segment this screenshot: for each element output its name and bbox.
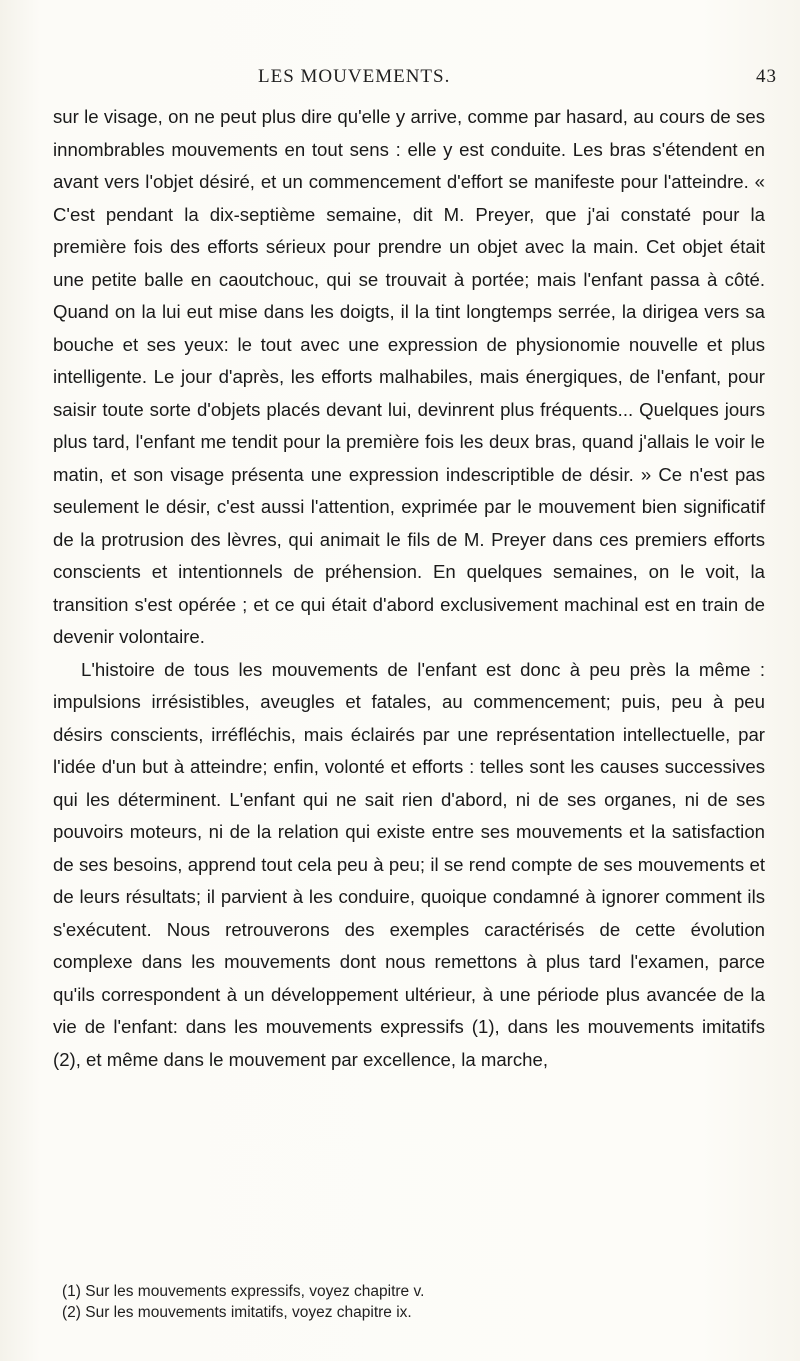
footnote: (1) Sur les mouvements expressifs, voyez chapitre v.: [62, 1283, 425, 1300]
paragraph: L'histoire de tous les mouvements de l'enfant est donc à peu près la même : impulsions irrésistibles, aveugles et fatales, au commencement; puis, peu à peu désirs conscients, irréfléchis, mais éclairés par une représentation intellectuelle, par l'idée d'un but à atteindre; enfin, volonté et efforts : telles sont les causes successives qui les déterminent. L'enfant qui ne sait rien d'abord, ni de ses organes, ni de ses pouvoirs moteurs, ni de la relation qui existe entre ses mouvements et la satisfaction de ses besoins, apprend tout cela peu à peu; il se rend compte de ses mouvements et de leurs résultats; il parvient à les conduire, quoique condamné à ignorer comment ils s'exécutent. Nous retrouverons des exemples caractérisés de cette évolution complexe dans les mouvements dont nous remettons à plus tard l'examen, parce qu'ils correspondent à un développement ultérieur, à une période plus avancée de la vie de l'enfant: dans les mouvements expressifs (1), dans les mouvements imitatifs (2), et même dans le mouvement par excellence, la marche,: [53, 658, 765, 1070]
page-header: [0, 66, 800, 92]
running-title: LES MOUVEMENTS.: [258, 66, 451, 87]
body-text: [53, 101, 765, 1076]
page-number: 43: [756, 66, 777, 87]
footnotes: [62, 1281, 762, 1323]
footnote: (2) Sur les mouvements imitatifs, voyez chapitre ix.: [62, 1304, 412, 1321]
paragraph: sur le visage, on ne peut plus dire qu'elle y arrive, comme par hasard, au cours de ses innombrables mouvements en tout sens : elle y est conduite. Les bras s'étendent en avant vers l'objet désiré, et un commencement d'effort se manifeste pour l'atteindre. « C'est pendant la dix-septième semaine, dit M. Preyer, que j'ai constaté pour la première fois des efforts sérieux pour prendre un objet avec la main. Cet objet était une petite balle en caoutchouc, qui se trouvait à portée; mais l'enfant passa à côté. Quand on la lui eut mise dans les doigts, il la tint longtemps serrée, la dirigea vers sa bouche et ses yeux: le tout avec une expression de physionomie nouvelle et plus intelligente. Le jour d'après, les efforts malhabiles, mais énergiques, de l'enfant, pour saisir toute sorte d'objets placés devant lui, devinrent plus fréquents... Quelques jours plus tard, l'enfant me tendit pour la première fois les deux bras, quand j'allais le voir le matin, et son visage présenta une expression indescriptible de désir. » Ce n'est pas seulement le désir, c'est aussi l'attention, exprimée par le mouvement bien significatif de la protrusion des lèvres, qui animait le fils de M. Preyer dans ces premiers efforts conscients et intentionnels de préhension. En quelques semaines, on le voit, la transition s'est opérée ; et ce qui était d'abord exclusivement machinal est en train de devenir volontaire.: [53, 106, 765, 647]
